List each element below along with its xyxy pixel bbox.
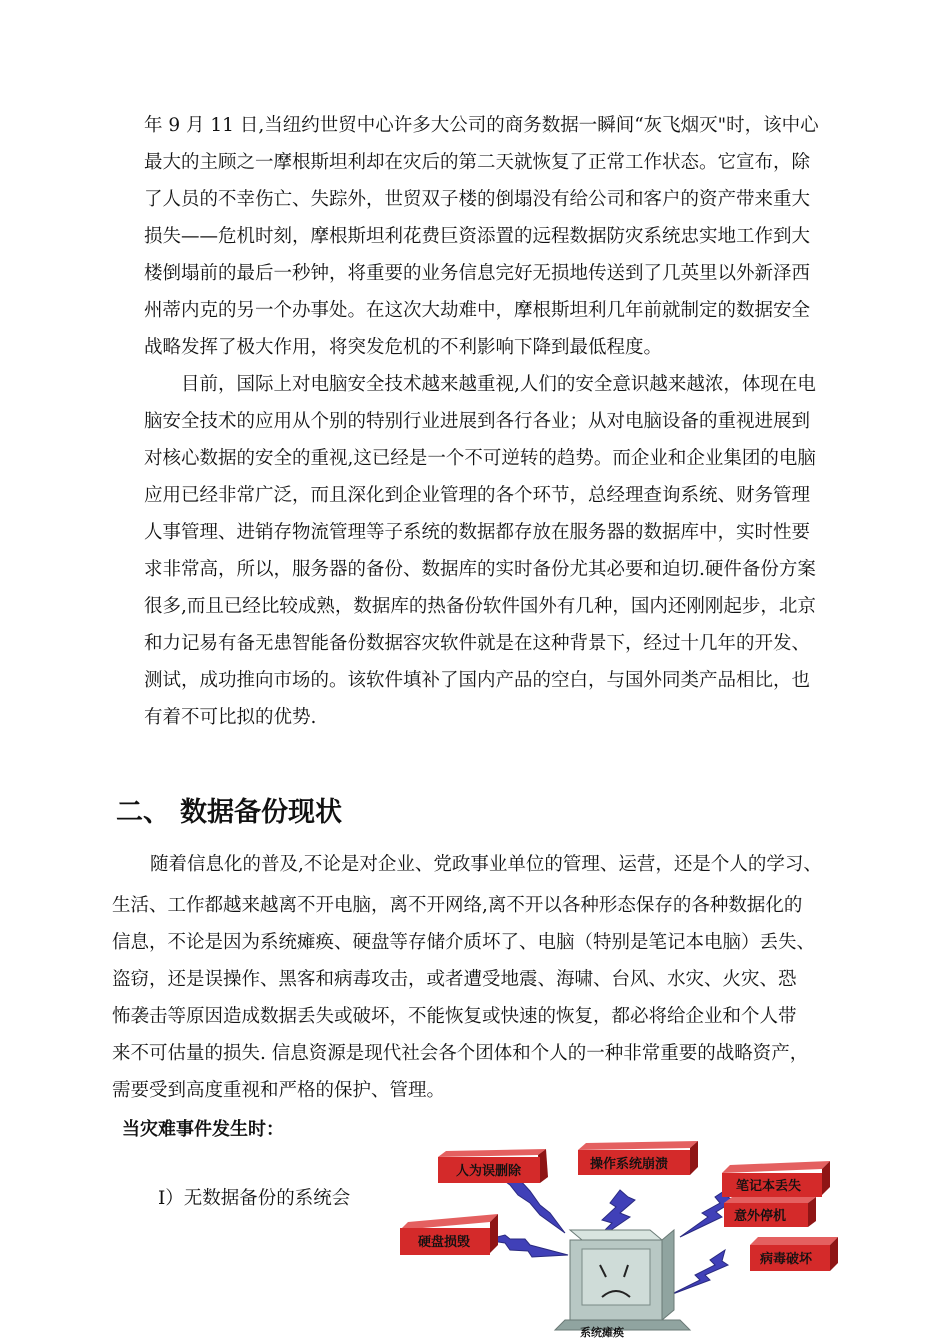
text-line: 了人员的不幸伤亡、失踪外，世贸双子楼的倒塌没有给公司和客户的资产带来重大 bbox=[144, 189, 811, 210]
text-line: 脑安全技术的应用从个别的特别行业进展到各行各业；从对电脑设备的重视进展到 bbox=[144, 411, 811, 432]
text-line: 求非常高，所以，服务器的备份、数据库的实时备份尤其必要和迫切.硬件备份方案 bbox=[144, 559, 816, 580]
disaster-label: 当灾难事件发生时： bbox=[122, 1119, 284, 1140]
text-line: 楼倒塌前的最后一秒钟，将重要的业务信息完好无损地传送到了几英里以外新泽西 bbox=[144, 263, 811, 284]
box-label: 硬盘损毁 bbox=[418, 1235, 471, 1250]
box-unexpected-shutdown bbox=[724, 1197, 816, 1227]
text-line: 州蒂内克的另一个办事处。在这次大劫难中，摩根斯坦利几年前就制定的数据安全 bbox=[144, 300, 811, 321]
box-label: 操作系统崩溃 bbox=[590, 1157, 669, 1172]
box-os-crash bbox=[578, 1141, 698, 1175]
text-line: 信息，不论是因为系统瘫痪、硬盘等存储介质坏了、电脑（特别是笔记本电脑）丢失、 bbox=[112, 932, 816, 953]
crashed-computer bbox=[555, 1230, 690, 1330]
text-line: 很多,而且已经比较成熟，数据库的热备份软件国外有几种，国内还刚刚起步，北京 bbox=[144, 596, 816, 617]
text-line: 测试，成功推向市场的。该软件填补了国内产品的空白，与国外同类产品相比，也 bbox=[144, 670, 811, 691]
box-system-paralysis bbox=[570, 1321, 666, 1339]
box-label: 病毒破坏 bbox=[760, 1252, 813, 1267]
box-human-delete bbox=[438, 1149, 548, 1183]
section-title: 数据备份现状 bbox=[180, 797, 342, 828]
text-line: 最大的主顾之一摩根斯坦利却在灾后的第二天就恢复了正常工作状态。它宣布，除 bbox=[144, 152, 811, 173]
text-line: 随着信息化的普及,不论是对企业、党政事业单位的管理、运营，还是个人的学习、 bbox=[150, 854, 822, 875]
box-label: 意外停机 bbox=[734, 1209, 787, 1224]
text-line: 战略发挥了极大作用，将突发危机的不利影响下降到最低程度。 bbox=[144, 337, 663, 358]
text-line: 应用已经非常广泛，而且深化到企业管理的各个环节，总经理查询系统、财务管理 bbox=[144, 485, 811, 506]
text-line: 盗窃，还是误操作、黑客和病毒攻击，或者遭受地震、海啸、台风、水灾、火灾、恐 bbox=[112, 969, 797, 990]
box-virus bbox=[750, 1237, 838, 1271]
text-line: 生活、工作都越来越离不开电脑，离不开网络,离不开以各种形态保存的各种数据化的 bbox=[112, 895, 803, 916]
section-heading bbox=[116, 790, 342, 829]
box-label: 人为误删除 bbox=[456, 1164, 522, 1179]
box-laptop-lost bbox=[722, 1161, 830, 1197]
box-label: 系统瘫痪 bbox=[580, 1326, 624, 1339]
disaster-diagram bbox=[380, 1125, 850, 1340]
text-line: 怖袭击等原因造成数据丢失或破坏，不能恢复或快速的恢复，都必将给企业和个人带 bbox=[112, 1006, 797, 1027]
text-line: 损失——危机时刻，摩根斯坦利花费巨资添置的远程数据防灾系统忠实地工作到大 bbox=[144, 226, 811, 247]
text-line: 需要受到高度重视和严格的保护、管理。 bbox=[112, 1080, 446, 1101]
text-line: 来不可估量的损失. 信息资源是现代社会各个团体和个人的一种非常重要的战略资产， bbox=[112, 1043, 809, 1064]
text-line: 和力记易有备无患智能备份数据容灾软件就是在这种背景下，经过十几年的开发、 bbox=[144, 633, 811, 654]
text-line: 人事管理、进销存物流管理等子系统的数据都存放在服务器的数据库中，实时性要 bbox=[144, 522, 811, 543]
text-line: 有着不可比拟的优势. bbox=[144, 707, 317, 728]
text-line: 目前，国际上对电脑安全技术越来越重视,人们的安全意识越来越浓，体现在电 bbox=[181, 374, 816, 395]
item-label: Ⅰ）无数据备份的系统会 bbox=[158, 1188, 351, 1209]
box-label: 笔记本丢失 bbox=[736, 1179, 802, 1194]
text-line: 年 9 月 11 日,当纽约世贸中心许多大公司的商务数据一瞬间“灰飞烟灭"时，该中心 bbox=[144, 115, 819, 136]
section-number: 二、 bbox=[116, 797, 170, 828]
text-line: 对核心数据的安全的重视,这已经是一个不可逆转的趋势。而企业和企业集团的电脑 bbox=[144, 448, 816, 469]
box-disk-damage bbox=[400, 1214, 498, 1255]
bolt-icon bbox=[670, 1250, 728, 1295]
